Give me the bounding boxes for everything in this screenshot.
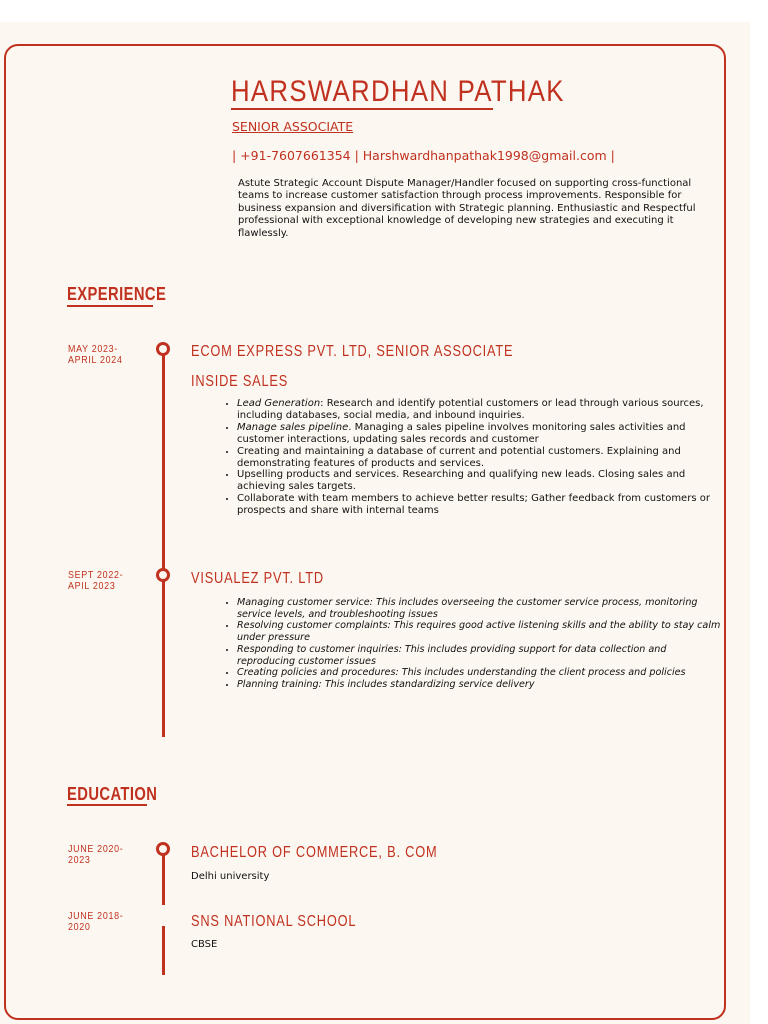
bullet-item	[237, 422, 723, 446]
job-date	[68, 344, 136, 366]
timeline-dot	[156, 568, 170, 582]
bullet-lead: Manage sales pipeline	[237, 421, 349, 433]
bullet-text: Upselling products and services. Researching and qualifying new leads. Closing sales and achieving sales targets.	[237, 469, 686, 493]
edu-date-end: 2023	[68, 854, 91, 866]
bullet-text: . Managing a sales pipeline involves monitoring sales activities and customer interactions, updating sales records and customer	[237, 421, 686, 445]
education-underline	[67, 804, 147, 806]
job-title: ECOM EXPRESS PVT. LTD, SENIOR ASSOCIATE	[191, 343, 514, 360]
board-name: CBSE	[191, 939, 218, 950]
bullet-text: Creating and maintaining a database of current and potential customers. Explaining and demonstrating features of products and services.	[237, 445, 681, 469]
bullet-item: • Resolving customer complaints: This requires good active listening skills and the ability to stay calm under pressure	[237, 620, 723, 643]
bullet-item	[237, 469, 723, 493]
job-date-start: MAY 2023-	[68, 343, 118, 355]
contact-line: | +91-7607661354 | Harshwardhanpathak1998@gmail.com |	[232, 148, 615, 163]
candidate-name: HARSWARDHAN PATHAK	[231, 75, 565, 108]
bullet-item	[237, 446, 723, 470]
edu-date	[68, 844, 136, 866]
job-date-end: APRIL 2024	[68, 354, 123, 366]
name-underline	[231, 108, 493, 110]
job-title: VISUALEZ PVT. LTD	[191, 570, 324, 587]
edu-date-start: JUNE 2020-	[68, 843, 124, 855]
bullet-item	[237, 398, 723, 422]
bullet-text: Collaborate with team members to achieve better results; Gather feedback from customers or prospects and share with internal teams	[237, 493, 710, 517]
timeline-dot	[156, 342, 170, 356]
edu-date	[68, 911, 136, 933]
job-subtitle: INSIDE SALES	[191, 373, 289, 390]
job-bullets	[213, 597, 723, 691]
bullet-item	[237, 493, 723, 517]
education-heading: EDUCATION	[67, 784, 158, 804]
timeline-dot	[156, 842, 170, 856]
education-timeline-lower	[162, 926, 165, 975]
job-date-start: SEPT 2022-	[68, 569, 124, 581]
job-bullets	[213, 398, 723, 517]
job-role: SENIOR ASSOCIATE	[232, 119, 354, 134]
bullet-item: • Responding to customer inquiries: This includes providing support for data collection and reproducing customer issues	[237, 644, 723, 667]
job-date-end: APIL 2023	[68, 580, 116, 592]
bullet-lead: Lead Generation	[237, 398, 321, 409]
edu-date-start: JUNE 2018-	[68, 910, 124, 922]
experience-timeline	[162, 352, 165, 737]
experience-heading: EXPERIENCE	[67, 284, 167, 304]
bullet-item: • Planning training: This includes standardizing service delivery	[237, 679, 723, 691]
job-date	[68, 570, 136, 592]
institution-name: Delhi university	[191, 871, 270, 882]
bullet-item: • Managing customer service: This includes overseeing the customer service process, monitoring service levels, and troubleshooting issues	[237, 597, 723, 620]
bullet-item: • Creating policies and procedures: This includes understanding the client process and policies	[237, 667, 723, 679]
profile-summary: Astute Strategic Account Dispute Manager/Handler focused on supporting cross-functional teams to increase customer satisfaction through process improvements. Responsible for business expansion and diversification with Strategic planning. Enthusiastic and Respectful professional with exceptional knowledge of developing new strategies and executing it flawlessly.	[238, 178, 696, 239]
education-timeline-upper	[162, 852, 165, 905]
edu-date-end: 2020	[68, 921, 91, 933]
degree-title: BACHELOR OF COMMERCE, B. COM	[191, 844, 438, 861]
bullet-text: : Research and identify potential customers or lead through various sources, including databases, social media, and inbound inquiries.	[237, 398, 704, 421]
school-title: SNS NATIONAL SCHOOL	[191, 913, 357, 930]
experience-underline	[67, 305, 153, 307]
